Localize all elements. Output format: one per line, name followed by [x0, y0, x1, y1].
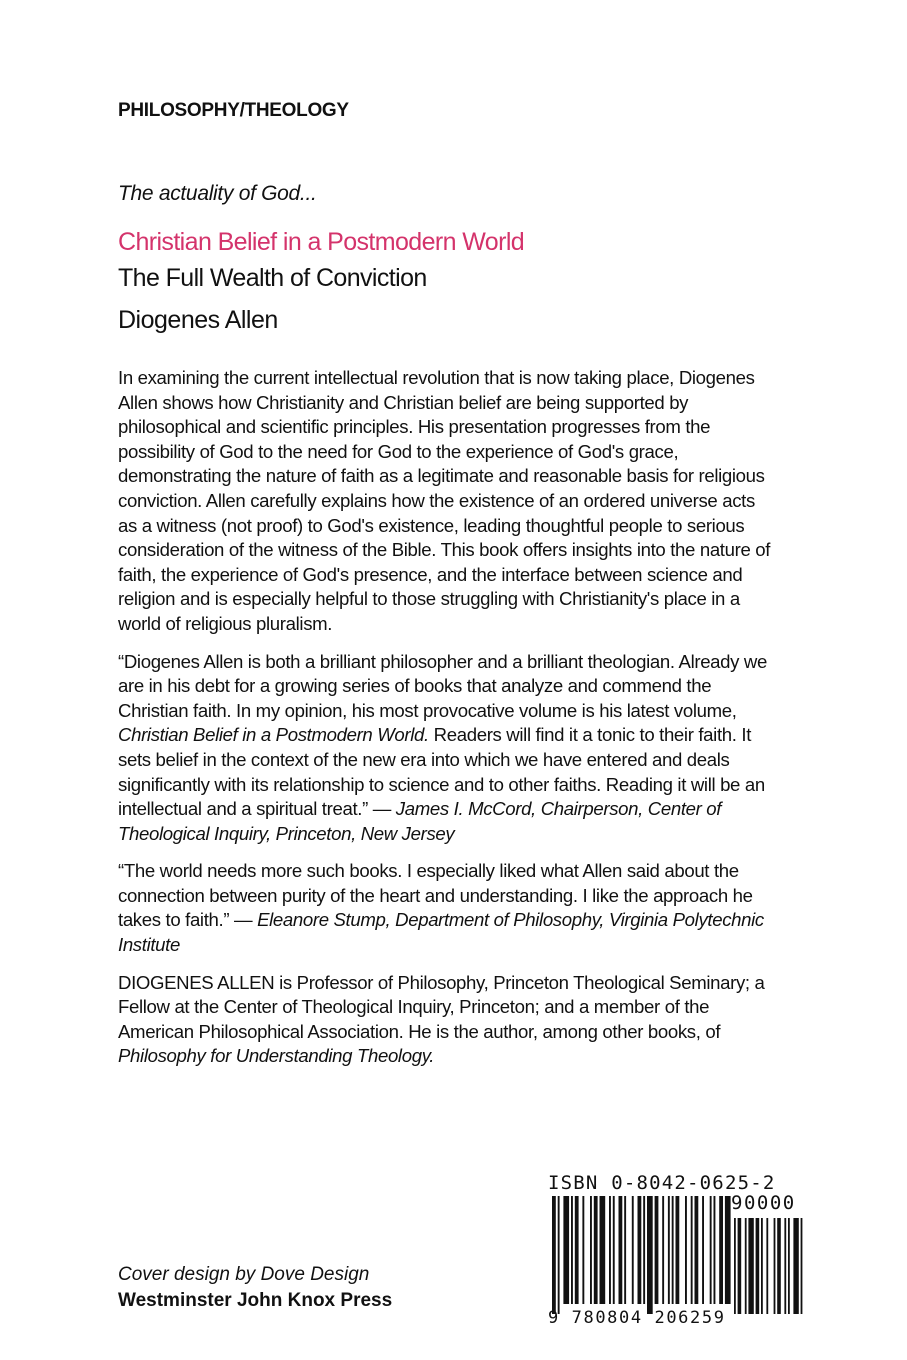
barcode-bar — [691, 1196, 693, 1304]
publisher-name: Westminster John Knox Press — [118, 1290, 393, 1311]
addon-bar — [784, 1218, 786, 1314]
quote1-text-a: “Diogenes Allen is both a brilliant philosopher and a brilliant theologian. Already we are in his debt for a growing series of books that analyze and commend the Christian faith. In my opinion, his most provocative volume is his latest volume, — [118, 650, 767, 721]
isbn-barcode — [548, 1172, 810, 1332]
barcode-bar — [643, 1196, 645, 1304]
barcode-bar — [719, 1196, 723, 1304]
barcode-bar — [613, 1196, 615, 1304]
barcode-bar — [619, 1196, 623, 1304]
addon-bar — [766, 1218, 768, 1314]
bio-book-ref: Philosophy for Understanding Theology. — [118, 1045, 435, 1067]
addon-bar — [745, 1218, 747, 1314]
bio-text: DIOGENES ALLEN is Professor of Philosophy, Princeton Theological Seminary; a Fellow at the Center of Theological Inquiry, Princeton; and a member of the American Philosophical Association. He is the author, among other books, of — [118, 971, 765, 1042]
barcode-bar — [571, 1196, 573, 1304]
addon-bar — [793, 1218, 798, 1314]
barcode-bar — [662, 1196, 664, 1304]
review-quote-2 — [118, 859, 778, 957]
barcode-bar — [590, 1196, 592, 1304]
addon-bar — [788, 1218, 790, 1314]
barcode-bar — [609, 1196, 611, 1304]
addon-bar — [777, 1218, 781, 1314]
addon-bar — [734, 1218, 736, 1314]
barcode-bar — [594, 1196, 598, 1304]
addon-bar — [774, 1218, 776, 1314]
quote1-attribution: James I. McCord, Chairperson, Center of Theological Inquiry, Princeton, New Jersey — [118, 798, 722, 844]
isbn-number: ISBN 0-8042-0625-2 — [548, 1172, 776, 1194]
credits — [118, 1262, 392, 1314]
cover-design-credit: Cover design by Dove Design — [118, 1264, 370, 1285]
barcode-bar — [575, 1196, 579, 1304]
barcode-bar — [702, 1196, 704, 1304]
barcode-bar — [563, 1196, 569, 1304]
ean-digits: 9 780804 206259 — [548, 1308, 726, 1328]
author-bio — [118, 971, 778, 1069]
addon-bar — [756, 1218, 760, 1314]
review-quote-1 — [118, 650, 778, 847]
barcode-bar — [552, 1196, 556, 1314]
barcode-bar — [638, 1196, 642, 1304]
category-label: PHILOSOPHY/THEOLOGY — [118, 100, 349, 121]
quote2-attribution: Eleanore Stump, Department of Philosophy, Virginia Polytechnic Institute — [118, 909, 764, 956]
body-copy — [118, 366, 778, 1082]
quote1-text-b: Readers will find it a tonic to their faith. It sets belief in the context of the new era into which we have entered and deals significantly with its relationship to science and to other faiths. Reading it will be an intellectual and a spiritual treat.” — — [118, 724, 765, 820]
barcode-bar — [725, 1196, 731, 1304]
barcode-bar — [685, 1196, 687, 1304]
book-title: Christian Belief in a Postmodern World — [118, 228, 525, 256]
barcode-bar — [695, 1196, 699, 1304]
barcode-bar — [600, 1196, 606, 1304]
barcode-bar — [672, 1196, 674, 1304]
addon-bar — [761, 1218, 763, 1314]
quote2-text: “The world needs more such books. I especially liked what Allen said about the connection between purity of the heart and understanding. I like the approach he takes to faith.” — — [118, 860, 753, 931]
barcode-bar — [676, 1196, 680, 1304]
price-code: 90000 — [731, 1192, 796, 1214]
barcode-bar — [710, 1196, 712, 1304]
barcode-bar — [582, 1196, 584, 1304]
addon-bar — [738, 1218, 742, 1314]
quote1-title-ref: Christian Belief in a Postmodern World. — [118, 724, 429, 746]
description-paragraph: In examining the current intellectual revolution that is now taking place, Diogenes Allen shows how Christianity and Christian belief are being supported by philosophical and scientific principles. His presentation progresses from the possibility of God to the need for God to the experience of God's grace, demonstrating the nature of faith as a legitimate and reasonable basis for religious conviction. Allen carefully explains how the existence of an ordered universe acts as a witness (not proof) to God's existence, leading thoughtful people to serious consideration of the witness of the Bible. This book offers insights into the nature of faith, the experience of God's presence, and the interface between science and religion and is especially helpful to those struggling with Christianity's place in a world of religious pluralism. — [118, 367, 771, 634]
book-subtitle: The Full Wealth of Conviction — [118, 264, 427, 292]
barcode-bar — [558, 1196, 560, 1314]
addon-bar — [801, 1218, 803, 1314]
barcode-bar — [655, 1196, 659, 1304]
addon-bar — [748, 1218, 753, 1314]
barcode-bar — [632, 1196, 634, 1304]
barcode-bar — [668, 1196, 670, 1304]
author-name: Diogenes Allen — [118, 306, 278, 334]
barcode-bar — [647, 1196, 653, 1314]
barcode-bar — [714, 1196, 716, 1304]
tagline: The actuality of God... — [118, 182, 317, 205]
barcode-bar — [624, 1196, 626, 1304]
